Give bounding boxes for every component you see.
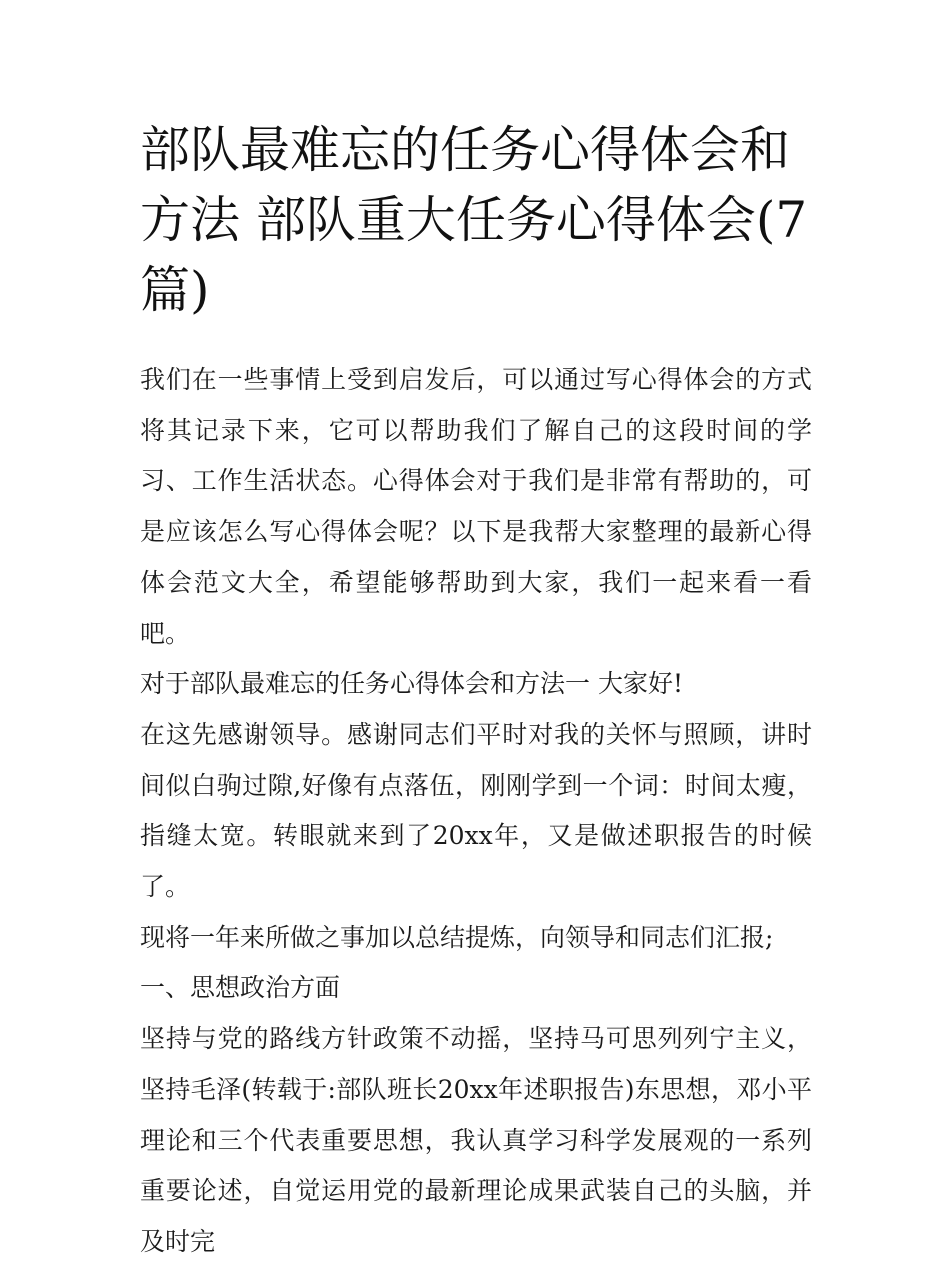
intro-paragraph: 我们在一些事情上受到启发后，可以通过写心得体会的方式将其记录下来，它可以帮助我们了解自己的这段时间的学习、工作生活状态。心得体会对于我们是非常有帮助的，可是应该怎么写心得体会呢？以下是我帮大家整理的最新心得体会范文大全，希望能够帮助到大家，我们一起来看一看吧。 [140, 365, 812, 648]
document-body [140, 355, 812, 1268]
politics-paragraph: 坚持与党的路线方针政策不动摇，坚持马可思列列宁主义，坚持毛泽(转载于:部队班长20xx年述职报告)东思想，邓小平理论和三个代表重要思想，我认真学习科学发展观的一系列重要论述，自觉运用党的最新理论成果武装自己的头脑，并及时完 [140, 1024, 812, 1256]
section-heading-paragraph: 对于部队最难忘的任务心得体会和方法一 大家好! [140, 669, 683, 699]
thanks-paragraph: 在这先感谢领导。感谢同志们平时对我的关怀与照顾，讲时间似白驹过隙,好像有点落伍，刚刚学到一个词：时间太瘦，指缝太宽。转眼就来到了20xx年，又是做述职报告的时候了。 [140, 719, 812, 902]
section-heading-politics: 一、思想政治方面 [140, 973, 341, 1003]
report-intro-paragraph: 现将一年来所做之事加以总结提炼，向领导和同志们汇报; [140, 922, 774, 952]
document-title: 部队最难忘的任务心得体会和方法 部队重大任务心得体会(7篇) [140, 121, 808, 319]
